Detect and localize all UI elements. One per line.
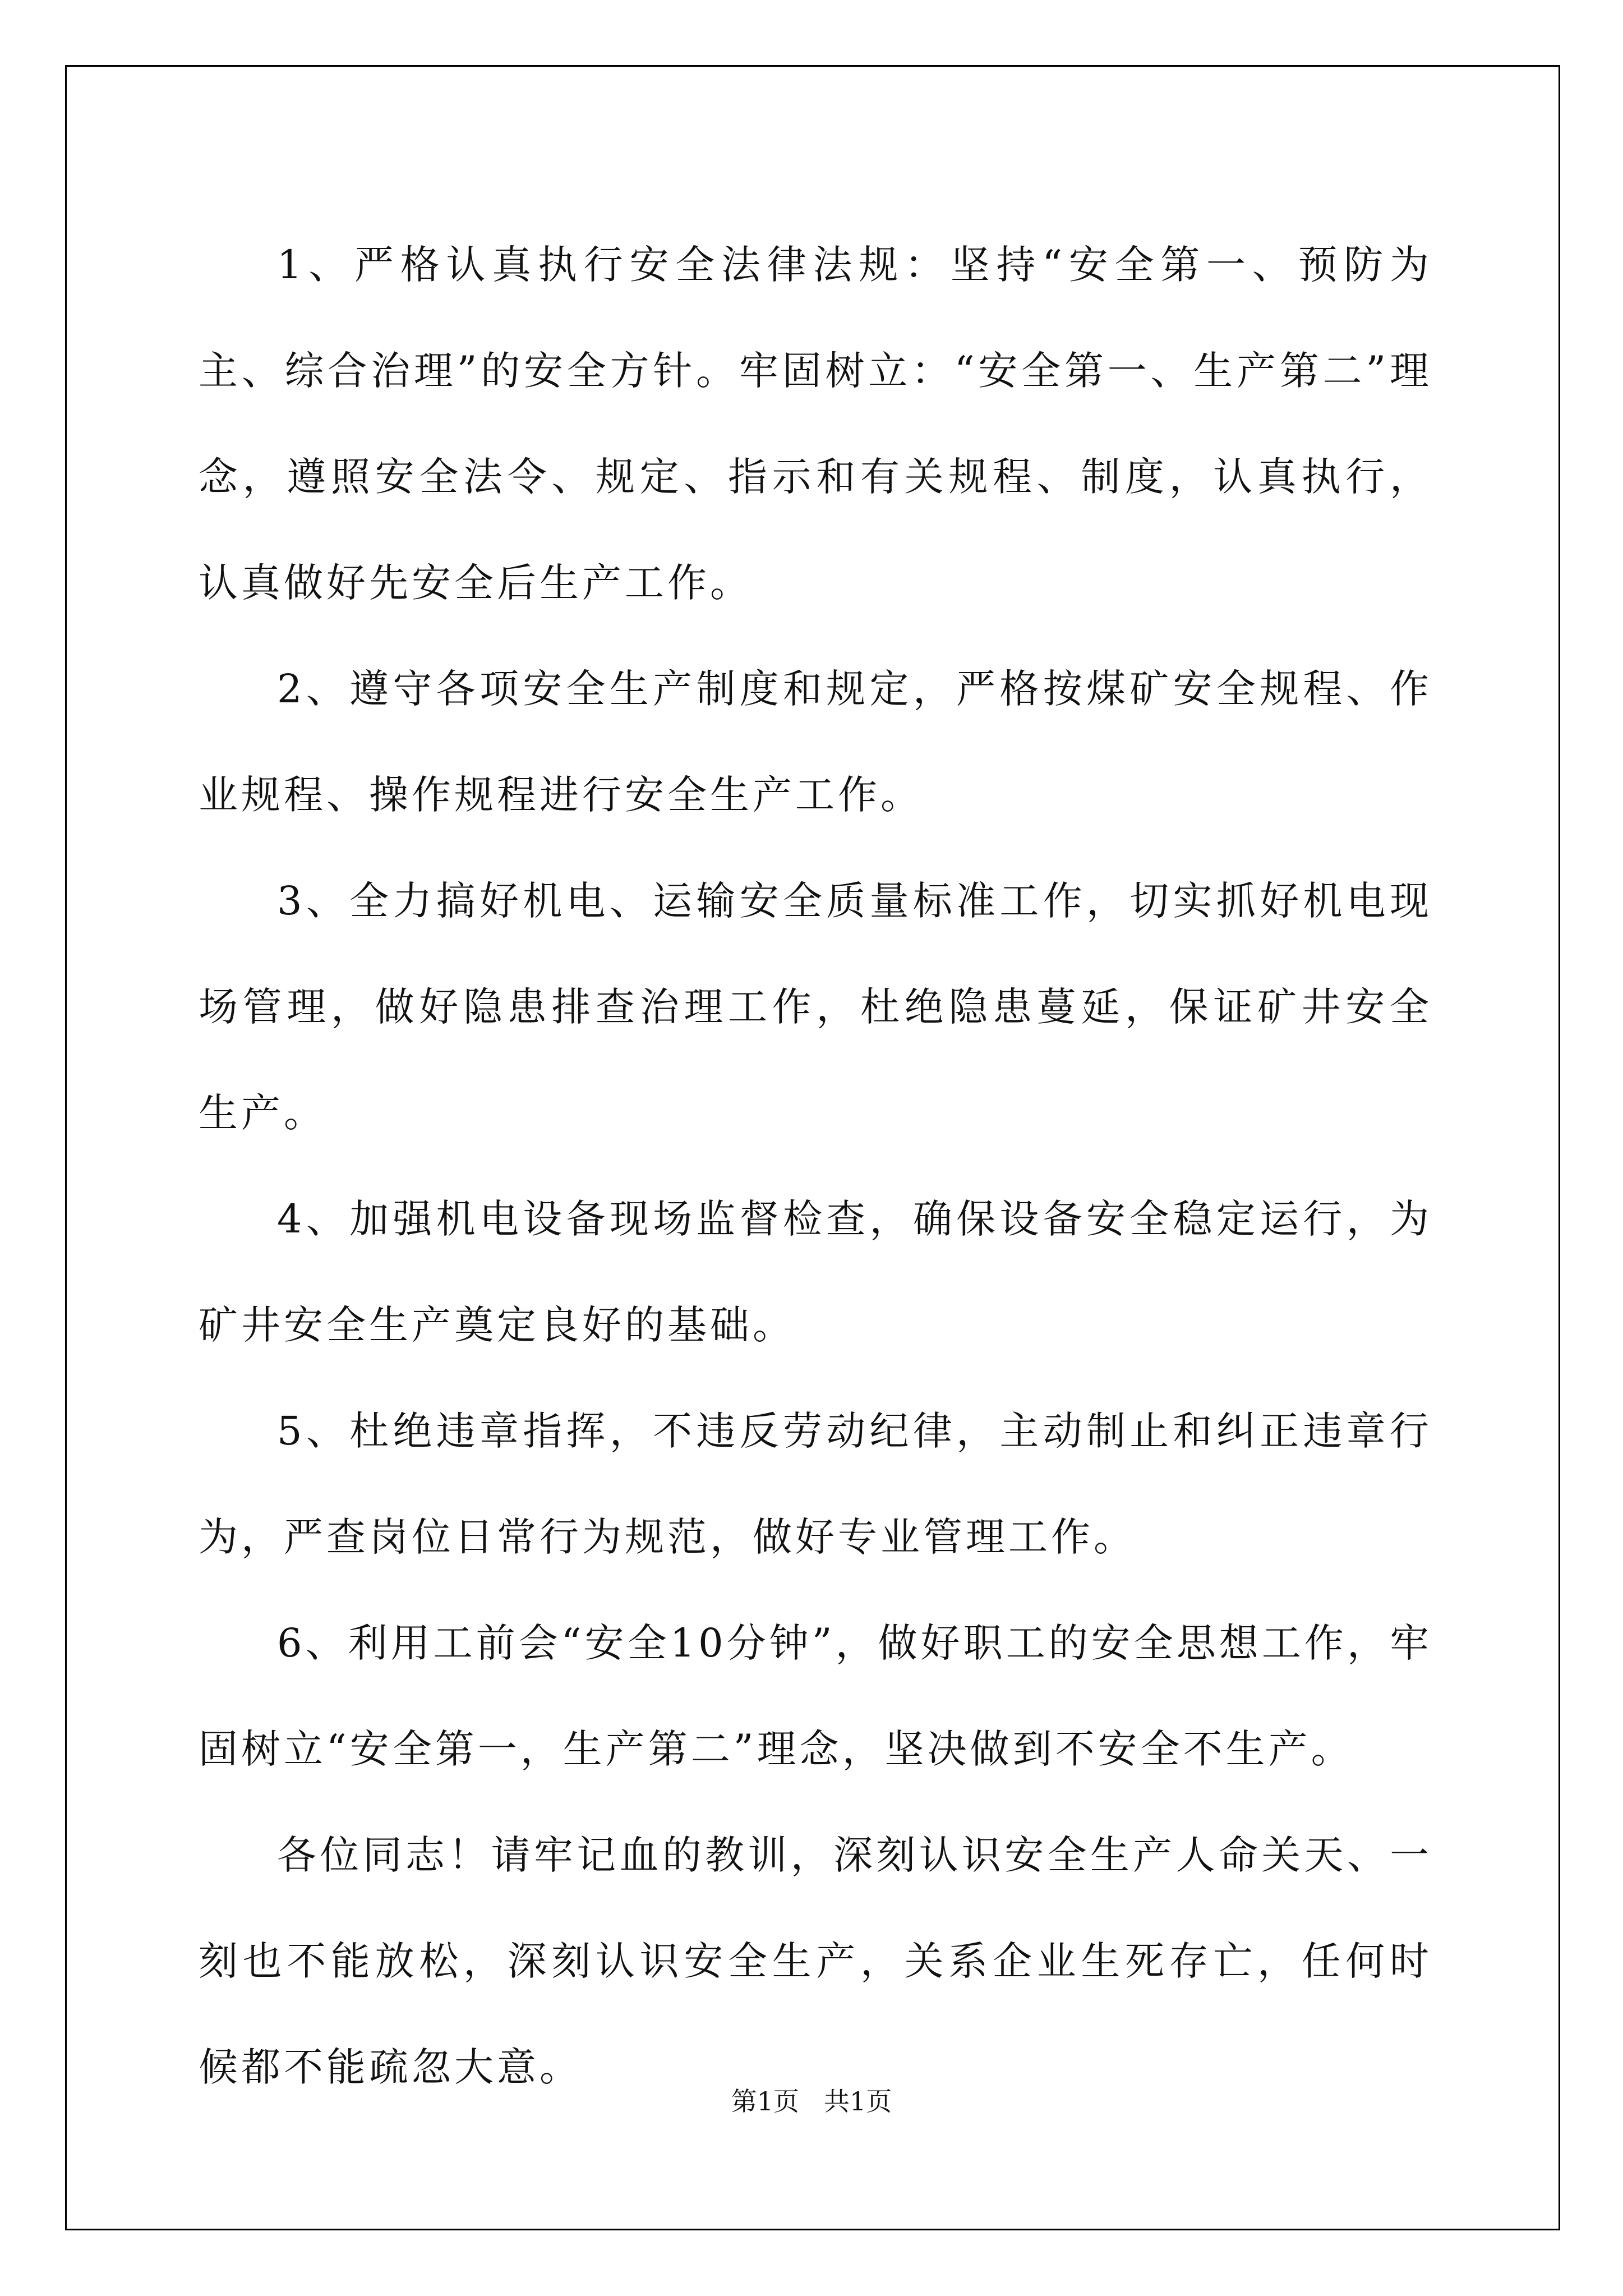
- paragraph-2: 2、遵守各项安全生产制度和规定，严格按煤矿安全规程、作业规程、操作规程进行安全生产工作。: [199, 666, 1432, 818]
- page-total: 共1页: [823, 2086, 892, 2116]
- paragraph-closing: 各位同志！请牢记血的教训，深刻认识安全生产人命关天、一刻也不能放松，深刻认识安全生产，关系企业生死存亡，任何时候都不能疏忽大意。: [199, 1832, 1432, 2090]
- paragraph-3: 3、全力搞好机电、运输安全质量标准工作，切实抓好机电现场管理，做好隐患排查治理工作，杜绝隐患蔓延，保证矿井安全生产。: [199, 878, 1432, 1136]
- page-footer: [0, 2085, 1623, 2118]
- page-number: 第1页: [731, 2086, 800, 2116]
- paragraph-5: 5、杜绝违章指挥，不违反劳动纪律，主动制止和纠正违章行为，严查岗位日常行为规范，做好专业管理工作。: [199, 1408, 1432, 1560]
- document-body: [199, 212, 1432, 2120]
- paragraph-6: 6、利用工前会“安全10分钟”，做好职工的安全思想工作，牢固树立“安全第一，生产第二”理念，坚决做到不安全不生产。: [199, 1620, 1432, 1772]
- paragraph-4: 4、加强机电设备现场监督检查，确保设备安全稳定运行，为矿井安全生产奠定良好的基础。: [199, 1196, 1432, 1348]
- paragraph-1: 1、严格认真执行安全法律法规：坚持“安全第一、预防为主、综合治理”的安全方针。牢固树立：“安全第一、生产第二”理念，遵照安全法令、规定、指示和有关规程、制度，认真执行，认真做好先安全后生产工作。: [199, 242, 1432, 606]
